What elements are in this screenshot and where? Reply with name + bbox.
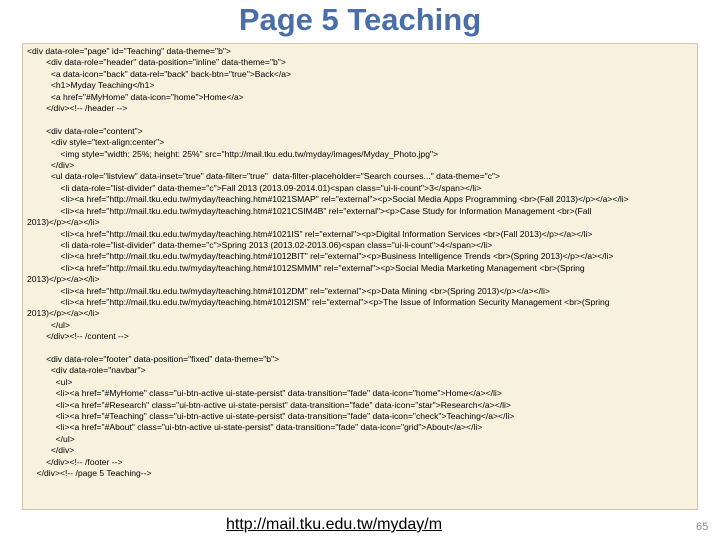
code-line: <li data-role="list-divider" data-theme="c">Spring 2013 (2013.02-2013.06)<span class="ui-li-count">4</span></li> — [27, 239, 493, 250]
code-line: <a data-icon="back" data-rel="back" back-btn="true">Back</a> — [27, 68, 292, 79]
code-line: <li><a href="http://mail.tku.edu.tw/myday/teaching.htm#1012DM" rel="external"><p>Data Mining <br>(Spring 2013)</p></a></li> — [27, 285, 550, 296]
code-line — [27, 343, 693, 354]
code-line: 2013)</p></a></li> — [27, 274, 100, 285]
code-line: <li><a href="http://mail.tku.edu.tw/myday/teaching.htm#1012ISM" rel="external"><p>The Issue of Information Security Management <br>(Spring — [27, 296, 610, 307]
slide-title: Page 5 Teaching — [238, 2, 482, 37]
code-line: <div data-role="navbar"> — [27, 365, 146, 376]
code-line: <li><a href="http://mail.tku.edu.tw/myday/teaching.htm#1012BIT" rel="external"><p>Business Intelligence Trends <br>(Spring 2013)</p></a></li> — [27, 251, 614, 262]
code-line: <img style="width: 25%; height: 25%" src="http://mail.tku.edu.tw/myday/images/Myday_Photo.jpg"> — [27, 148, 439, 159]
code-line: 2013)</p></a></li> — [27, 308, 100, 319]
page-number: 65 — [696, 521, 709, 533]
code-line: <div data-role="page" id="Teaching" data-theme="b"> — [27, 46, 231, 56]
code-line: <ul data-role="listview" data-inset="true" data-filter="true" data-filter-placeholder="Search courses..." data-theme="c"> — [27, 171, 501, 182]
code-line: </div><!-- /footer --> — [27, 456, 123, 467]
code-line: <div style="text-align:center"> — [27, 137, 165, 148]
code-line: <div data-role="footer" data-position="fixed" data-theme="b"> — [27, 353, 280, 364]
code-line: </ul> — [27, 319, 70, 330]
code-line — [27, 114, 693, 125]
code-block — [22, 43, 698, 510]
code-line: </div><!-- /header --> — [27, 103, 128, 114]
code-line: <li><a href="#Teaching" class="ui-btn-active ui-state-persist" data-transition="fade" data-icon="check">Teaching</a></li> — [27, 411, 515, 421]
footer-url-link[interactable]: http://mail.tku.edu.tw/myday/m — [226, 516, 443, 533]
code-line: <li><a href="#Research" class="ui-btn-active ui-state-persist" data-transition="fade" data-icon="star">Research</a></li> — [27, 399, 511, 410]
code-line: <li><a href="http://mail.tku.edu.tw/myday/teaching.htm#1021SMAP" rel="external"><p>Social Media Apps Programming <br>(Fall 2013)</p></a></li> — [27, 194, 629, 205]
code-line: <ul> — [27, 376, 73, 387]
code-line: <li><a href="http://mail.tku.edu.tw/myday/teaching.htm#1021CSIM4B" rel="external"><p>Case Study for Information Management <br>(Fall — [27, 205, 592, 216]
code-line: </div> — [27, 445, 75, 456]
code-line: <li><a href="http://mail.tku.edu.tw/myday/teaching.htm#1012SMMM" rel="external"><p>Social Media Marketing Management <br>(Spring — [27, 262, 585, 273]
code-line: </div><!-- /page 5 Teaching--> — [27, 468, 152, 479]
code-line: <li><a href="http://mail.tku.edu.tw/myday/teaching.htm#1021IS" rel="external"><p>Digital Information Services <br>(Fall 2013)</p></a></li> — [27, 228, 593, 239]
code-line: <li data-role="list-divider" data-theme="c">Fall 2013 (2013.09-2014.01)<span class="ui-li-count">3</span></li> — [27, 182, 482, 193]
code-line: <h1>Myday Teaching</h1> — [27, 80, 155, 91]
code-line: <li><a href="#MyHome" class="ui-btn-active ui-state-persist" data-transition="fade" data-icon="home">Home</a></li> — [27, 388, 502, 399]
code-line: </div><!-- /content --> — [27, 331, 129, 342]
code-line: <a href="#MyHome" data-icon="home">Home</a> — [27, 91, 244, 102]
code-line: <div data-role="header" data-position="inline" data-theme="b"> — [27, 57, 286, 68]
code-line: <li><a href="#About" class="ui-btn-active ui-state-persist" data-transition="fade" data-icon="grid">About</a></li> — [27, 422, 483, 433]
code-line: <div data-role="content"> — [27, 125, 143, 136]
code-line: 2013)</p></a></li> — [27, 217, 100, 228]
code-line: </ul> — [27, 433, 75, 444]
code-line: </div> — [27, 160, 75, 171]
